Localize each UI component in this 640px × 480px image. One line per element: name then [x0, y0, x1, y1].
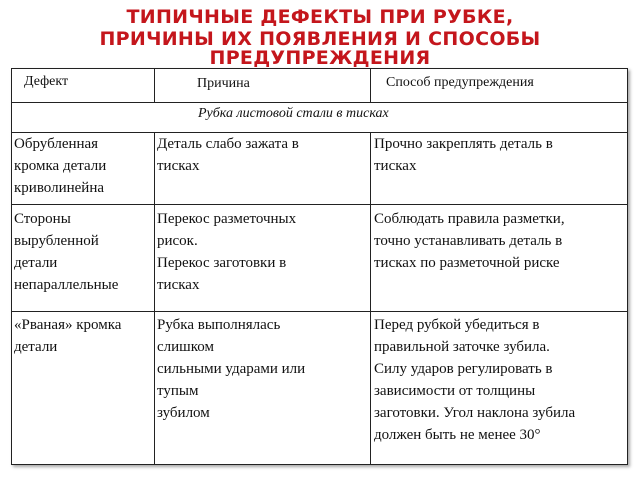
row1-defect: Обрубленная кромка детали криволинейна	[14, 136, 107, 196]
header-prevention: Способ предупреждения	[386, 75, 534, 90]
body-col-divider-1	[154, 132, 155, 464]
title-line-2: ПРИЧИНЫ ИХ ПОЯВЛЕНИЯ И СПОСОБЫ	[99, 28, 541, 50]
header-col-divider-1	[154, 69, 155, 102]
row3-prevention: Перед рубкой убедиться в правильной заточке зубила. Силу ударов регулировать в зависимости от толщины заготовки. Угол наклона зубила должен быть не менее 30°	[374, 317, 576, 443]
row1-cause: Деталь слабо зажата в тисках	[157, 136, 299, 174]
row-separator-1	[12, 204, 627, 205]
title-line-1: ТИПИЧНЫЕ ДЕФЕКТЫ ПРИ РУБКЕ,	[126, 6, 514, 28]
header-col-divider-2	[370, 69, 371, 102]
row3-cause: Рубка выполнялась слишком сильными ударами или тупым зубилом	[157, 317, 306, 421]
row2-cause: Перекос разметочных рисок. Перекос заготовки в тисках	[157, 211, 297, 293]
row2-defect: Стороны вырубленной детали непараллельные	[14, 211, 119, 293]
row3-defect: «Рваная» кромка детали	[14, 317, 122, 355]
row-separator-2	[12, 311, 627, 312]
header-separator	[12, 102, 627, 103]
row1-prevention: Прочно закреплять деталь в тисках	[374, 136, 553, 174]
section-title: Рубка листовой стали в тисках	[198, 106, 389, 121]
body-col-divider-2	[370, 132, 371, 464]
page-title	[0, 6, 640, 69]
defects-table	[11, 68, 628, 465]
title-line-3: ПРЕДУПРЕЖДЕНИЯ	[209, 47, 431, 69]
row2-prevention: Соблюдать правила разметки, точно устанавливать деталь в тисках по разметочной риске	[374, 211, 565, 271]
header-defect: Дефект	[24, 74, 69, 89]
header-cause: Причина	[197, 76, 250, 91]
